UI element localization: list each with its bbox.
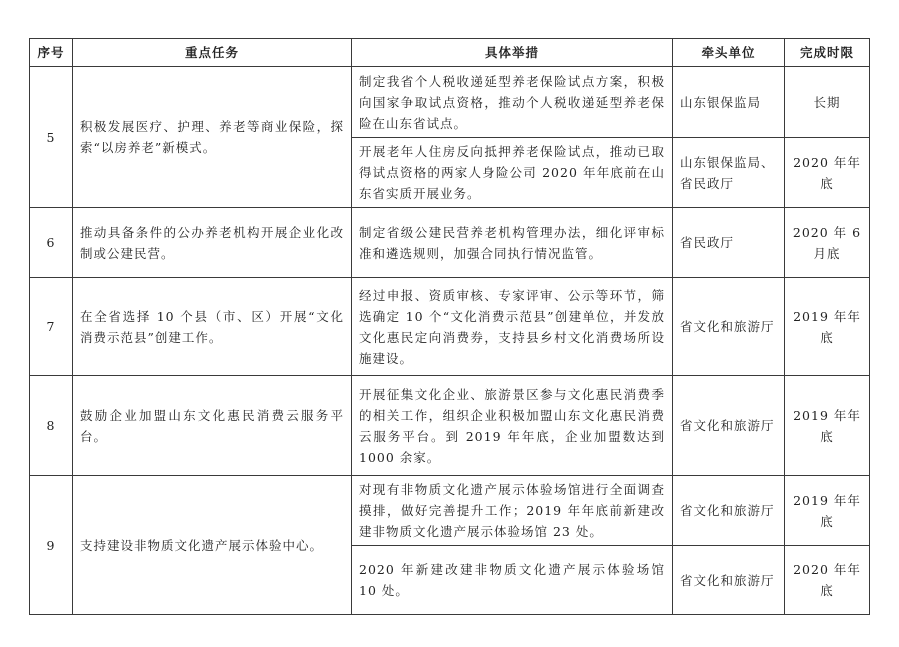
row-measure: 2020 年新建改建非物质文化遗产展示体验场馆 10 处。 [352, 546, 673, 615]
row-unit: 山东银保监局 [673, 67, 785, 138]
row-deadline: 2020 年 6 月底 [785, 208, 870, 278]
row-num: 6 [30, 208, 73, 278]
row-task: 在全省选择 10 个县（市、区）开展“文化消费示范县”创建工作。 [73, 278, 352, 376]
header-num: 序号 [30, 39, 73, 67]
task-table [29, 38, 870, 615]
row-num: 7 [30, 278, 73, 376]
row-task: 推动具备条件的公办养老机构开展企业化改制或公建民营。 [73, 208, 352, 278]
header-row [30, 39, 870, 67]
row-measure: 制定省级公建民营养老机构管理办法，细化评审标准和遴选规则，加强合同执行情况监管。 [352, 208, 673, 278]
table-row [30, 208, 870, 278]
row-unit: 山东银保监局、省民政厅 [673, 138, 785, 208]
row-deadline: 2019 年年底 [785, 376, 870, 476]
row-unit: 省文化和旅游厅 [673, 476, 785, 546]
row-task: 鼓励企业加盟山东文化惠民消费云服务平台。 [73, 376, 352, 476]
row-measure: 开展老年人住房反向抵押养老保险试点，推动已取得试点资格的两家人身险公司 2020 年年底前在山东省实质开展业务。 [352, 138, 673, 208]
row-task: 积极发展医疗、护理、养老等商业保险，探索“以房养老”新模式。 [73, 67, 352, 208]
row-deadline: 2019 年年底 [785, 476, 870, 546]
row-task: 支持建设非物质文化遗产展示体验中心。 [73, 476, 352, 615]
row-measure: 开展征集文化企业、旅游景区参与文化惠民消费季的相关工作，组织企业积极加盟山东文化惠民消费云服务平台。到 2019 年年底，企业加盟数达到 1000 余家。 [352, 376, 673, 476]
table-row [30, 278, 870, 376]
header-unit: 牵头单位 [673, 39, 785, 67]
table-row [30, 376, 870, 476]
row-unit: 省文化和旅游厅 [673, 278, 785, 376]
row-unit: 省民政厅 [673, 208, 785, 278]
row-num: 5 [30, 67, 73, 208]
row-num: 9 [30, 476, 73, 615]
table-row [30, 67, 870, 138]
header-measure: 具体举措 [352, 39, 673, 67]
row-deadline: 2020 年年底 [785, 138, 870, 208]
row-num: 8 [30, 376, 73, 476]
row-deadline: 长期 [785, 67, 870, 138]
row-unit: 省文化和旅游厅 [673, 376, 785, 476]
row-measure: 经过申报、资质审核、专家评审、公示等环节，筛选确定 10 个“文化消费示范县”创建单位，并发放文化惠民定向消费券，支持县乡村文化消费场所设施建设。 [352, 278, 673, 376]
row-measure: 制定我省个人税收递延型养老保险试点方案，积极向国家争取试点资格，推动个人税收递延型养老保险在山东省试点。 [352, 67, 673, 138]
row-measure: 对现有非物质文化遗产展示体验场馆进行全面调查摸排，做好完善提升工作；2019 年年底前新建改建非物质文化遗产展示体验场馆 23 处。 [352, 476, 673, 546]
header-task: 重点任务 [73, 39, 352, 67]
row-deadline: 2020 年年底 [785, 546, 870, 615]
header-deadline: 完成时限 [785, 39, 870, 67]
table-row [30, 476, 870, 546]
row-deadline: 2019 年年底 [785, 278, 870, 376]
row-unit: 省文化和旅游厅 [673, 546, 785, 615]
